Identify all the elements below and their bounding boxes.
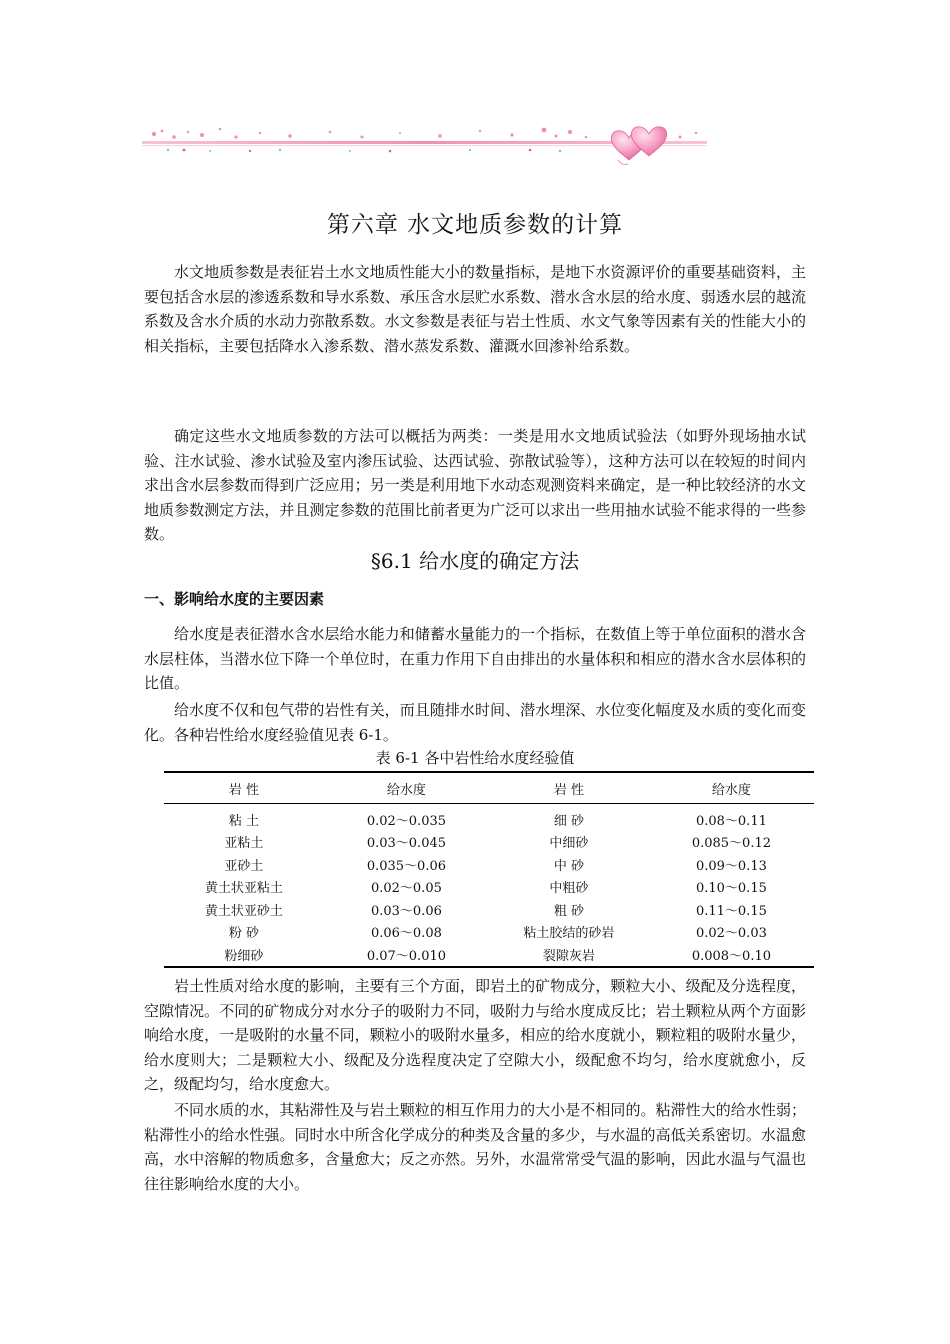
table-row	[164, 831, 814, 854]
decorative-heart-border	[140, 120, 710, 170]
specific-yield-table	[164, 771, 814, 968]
after-paragraph-1: 岩土性质对给水度的影响，主要有三个方面，即岩土的矿物成分，颗粒大小、级配及分选程度，空隙情况。不同的矿物成分对水分子的吸附力不同，吸附力与给水度成反比；岩土颗粒从两个方面影响给水度，一是吸附的水量不同，颗粒小的吸附水量多，相应的给水度就小，颗粒粗的吸附水量少，给水度则大；二是颗粒大小、级配及分选程度决定了空隙大小，级配愈不均匀，给水度就愈小，反之，级配均匀，给水度愈大。	[144, 977, 806, 1094]
table-cell: 0.02～0.05	[370, 881, 442, 897]
table-cell: 0.07～0.010	[324, 943, 489, 967]
table-cell: 粉细砂	[164, 943, 324, 967]
table-cell: 0.02～0.035	[366, 813, 447, 829]
table-cell: 0.02～0.03	[695, 926, 767, 942]
table-cell: 黄土状亚砂土	[204, 903, 283, 919]
table-cell: 0.008～0.10	[649, 943, 814, 967]
table-caption: 表 6-1 各中岩性给水度经验值	[375, 749, 575, 767]
header-specific-yield-1: 给水度	[324, 772, 489, 804]
chapter-title: 第六章 水文地质参数的计算	[326, 212, 624, 238]
table-cell: 粉 砂	[228, 926, 259, 942]
table-cell: 亚粘土	[224, 836, 264, 852]
table-row	[164, 804, 814, 831]
table-cell: 粘土胶结的砂岩	[523, 926, 615, 942]
table-cell: 0.03～0.045	[366, 836, 447, 852]
table-row	[164, 876, 814, 899]
table-cell: 0.085～0.12	[691, 836, 772, 852]
table-cell: 0.03～0.06	[370, 903, 442, 919]
intro-paragraph-2: 确定这些水文地质参数的方法可以概括为两类：一类是用水文地质试验法（如野外现场抽水试验、注水试验、渗水试验及室内渗压试验、达西试验、弥散试验等），这种方法可以在较短的时间内求出含水层参数而得到广泛应用；另一类是利用地下水动态观测资料来确定，是一种比较经济的水文地质参数测定方法，并且测定参数的范围比前者更为广泛可以求出一些用抽水试验不能求得的一些参数。	[144, 427, 806, 544]
table-cell: 0.035～0.06	[366, 858, 447, 874]
table-cell: 0.10～0.15	[695, 881, 767, 897]
table-cell: 0.11～0.15	[695, 903, 767, 919]
table-row	[164, 921, 814, 944]
after-paragraph-2: 不同水质的水，其粘滞性及与岩土颗粒的相互作用力的大小是不相同的。粘滞性大的给水性弱；粘滞性小的给水性强。同时水中所含化学成分的种类及含量的多少，与水温的高低关系密切。水温愈高，水中溶解的物质愈多，含量愈大；反之亦然。另外，水温常常受气温的影响，因此水温与气温也往往影响给水度的大小。	[144, 1101, 806, 1193]
subsection-heading: 一、影响给水度的主要因素	[144, 590, 325, 608]
table-header-row	[164, 772, 814, 804]
table-row	[164, 943, 814, 967]
table-cell: 粘 土	[228, 813, 259, 829]
header-lithology-2: 岩 性	[489, 772, 649, 804]
table-cell: 0.06～0.08	[370, 926, 442, 942]
table-cell: 亚砂土	[224, 858, 264, 874]
table-cell: 0.08～0.11	[695, 813, 767, 829]
table-cell: 0.09～0.13	[695, 858, 767, 874]
section-paragraph-1: 给水度是表征潜水含水层给水能力和储蓄水量能力的一个指标，在数值上等于单位面积的潜水含水层柱体，当潜水位下降一个单位时，在重力作用下自由排出的水量体积和相应的潜水含水层体积的比值。	[144, 625, 806, 693]
intro-paragraph-1: 水文地质参数是表征岩土水文地质性能大小的数量指标，是地下水资源评价的重要基础资料，主要包括含水层的渗透系数和导水系数、承压含水层贮水系数、潜水含水层的给水度、弱透水层的越流系数及含水介质的水动力弥散系数。水文参数是表征与岩土性质、水文气象等因素有关的性能大小的相关指标，主要包括降水入渗系数、潜水蒸发系数、灌溉水回渗补给系数。	[144, 263, 806, 355]
table-cell: 中 砂	[553, 858, 584, 874]
table-row	[164, 898, 814, 921]
table-row	[164, 853, 814, 876]
section-paragraph-2: 给水度不仅和包气带的岩性有关，而且随排水时间、潜水埋深、水位变化幅度及水质的变化而变化。各种岩性给水度经验值见表 6-1。	[144, 701, 806, 744]
table-cell: 中粗砂	[549, 881, 589, 897]
section-title: §6.1 给水度的确定方法	[370, 549, 580, 573]
table-cell: 细 砂	[553, 813, 584, 829]
table-cell: 中细砂	[549, 836, 589, 852]
table-cell: 粗 砂	[553, 903, 584, 919]
header-lithology-1: 岩 性	[164, 772, 324, 804]
header-specific-yield-2: 给水度	[649, 772, 814, 804]
table-cell: 裂隙灰岩	[489, 943, 649, 967]
table-cell: 黄土状亚粘土	[204, 881, 283, 897]
